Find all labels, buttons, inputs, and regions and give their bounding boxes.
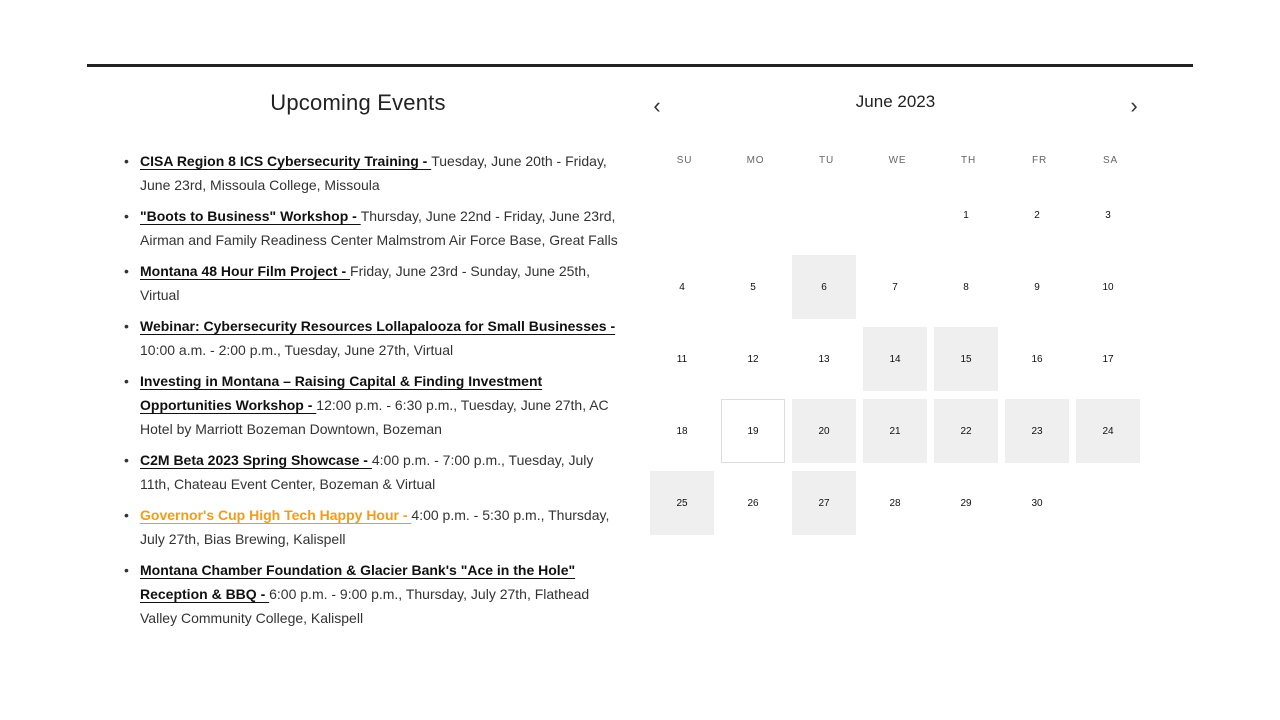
event-link[interactable]: Investing in Montana – Raising Capital & Finding Investment Opportunities Workshop - <box>140 373 543 413</box>
calendar-day[interactable]: 11 <box>676 353 688 365</box>
calendar-day[interactable]: 10 <box>1102 281 1114 293</box>
calendar-day[interactable]: 2 <box>1034 209 1040 221</box>
event-details: 4:00 p.m. - 7:00 p.m., Tuesday, July 11th, Chateau Event Center, Bozeman & Virtual <box>140 452 594 492</box>
calendar-day[interactable]: 6 <box>792 255 856 319</box>
event-link[interactable]: "Boots to Business" Workshop - <box>140 208 361 224</box>
calendar-day-grid <box>650 183 1140 535</box>
calendar-day[interactable]: 5 <box>750 281 756 293</box>
calendar-month-title: June 2023 <box>855 92 936 111</box>
calendar-day[interactable]: 24 <box>1076 399 1140 463</box>
event-details: 10:00 a.m. - 2:00 p.m., Tuesday, June 27th, Virtual <box>140 342 454 358</box>
calendar-day[interactable]: 3 <box>1105 209 1111 221</box>
weekday-label: TH <box>961 155 976 166</box>
weekday-label: WE <box>888 155 907 166</box>
calendar-day[interactable]: 12 <box>747 353 759 365</box>
event-link[interactable]: Montana 48 Hour Film Project - <box>140 263 351 279</box>
event-item <box>120 558 620 630</box>
bullet-icon: • <box>124 373 129 389</box>
weekday-label: SU <box>676 155 693 166</box>
calendar-day[interactable]: 28 <box>889 497 901 509</box>
event-item <box>120 204 620 252</box>
upcoming-events-panel <box>120 90 620 626</box>
event-link[interactable]: Webinar: Cybersecurity Resources Lollapalooza for Small Businesses - <box>140 318 616 334</box>
calendar-day[interactable]: 30 <box>1031 497 1043 509</box>
calendar-day[interactable]: 23 <box>1005 399 1069 463</box>
event-link[interactable]: C2M Beta 2023 Spring Showcase - <box>140 452 372 468</box>
event-details: Friday, June 23rd - Sunday, June 25th, Virtual <box>140 263 590 303</box>
calendar-day[interactable]: 13 <box>818 353 830 365</box>
calendar-day[interactable]: 1 <box>963 209 969 221</box>
event-item <box>120 369 620 441</box>
event-item <box>120 503 620 551</box>
event-details: 4:00 p.m. - 5:30 p.m., Thursday, July 27th, Bias Brewing, Kalispell <box>140 507 610 547</box>
bullet-icon: • <box>124 263 129 279</box>
calendar-day[interactable]: 26 <box>747 497 759 509</box>
weekday-label: MO <box>746 155 765 166</box>
bullet-icon: • <box>124 452 129 468</box>
bullet-icon: • <box>124 318 129 334</box>
calendar-day[interactable]: 16 <box>1031 353 1043 365</box>
event-item <box>120 259 620 307</box>
calendar-day[interactable]: 21 <box>863 399 927 463</box>
event-link[interactable]: CISA Region 8 ICS Cybersecurity Training - <box>140 153 432 169</box>
calendar-day[interactable]: 9 <box>1034 281 1040 293</box>
bullet-icon: • <box>124 507 129 523</box>
calendar-day[interactable]: 7 <box>892 281 898 293</box>
event-details: 6:00 p.m. - 9:00 p.m., Thursday, July 27th, Flathead Valley Community College, Kalispell <box>140 586 590 626</box>
events-title: Upcoming Events <box>270 90 446 115</box>
event-item <box>120 314 620 362</box>
calendar-day[interactable]: 8 <box>963 281 969 293</box>
top-divider <box>87 64 1193 67</box>
event-link[interactable]: Governor's Cup High Tech Happy Hour - <box>140 507 412 523</box>
event-details: Thursday, June 22nd - Friday, June 23rd, Airman and Family Readiness Center Malmstrom Air Force Base, Great Falls <box>140 208 618 248</box>
calendar-day[interactable]: 17 <box>1102 353 1114 365</box>
calendar-day[interactable]: 25 <box>650 471 714 535</box>
bullet-icon: • <box>124 208 129 224</box>
event-details: Tuesday, June 20th - Friday, June 23rd, Missoula College, Missoula <box>140 153 607 193</box>
calendar-day[interactable]: 22 <box>934 399 998 463</box>
calendar-day[interactable]: 18 <box>676 425 688 437</box>
weekday-label: TU <box>819 155 834 166</box>
calendar-day[interactable]: 27 <box>792 471 856 535</box>
event-item <box>120 149 620 197</box>
weekday-header <box>647 155 1144 166</box>
calendar-day[interactable]: 20 <box>792 399 856 463</box>
calendar-day[interactable]: 4 <box>679 281 685 293</box>
event-list <box>120 149 620 637</box>
weekday-label: FR <box>1032 155 1047 166</box>
calendar-day[interactable]: 15 <box>934 327 998 391</box>
weekday-label: SA <box>1103 155 1118 166</box>
chevron-left-icon[interactable]: ‹ <box>653 93 661 118</box>
bullet-icon: • <box>124 153 129 169</box>
chevron-right-icon[interactable]: › <box>1130 93 1138 118</box>
bullet-icon: • <box>124 562 129 578</box>
event-item <box>120 448 620 496</box>
event-details: 12:00 p.m. - 6:30 p.m., Tuesday, June 27th, AC Hotel by Marriott Bozeman Downtown, Bozeman <box>140 397 609 437</box>
calendar-day[interactable]: 29 <box>960 497 972 509</box>
event-link[interactable]: Montana Chamber Foundation & Glacier Bank's "Ace in the Hole" Reception & BBQ - <box>140 562 576 602</box>
calendar-day[interactable]: 19 <box>721 399 785 463</box>
calendar-day[interactable]: 14 <box>863 327 927 391</box>
